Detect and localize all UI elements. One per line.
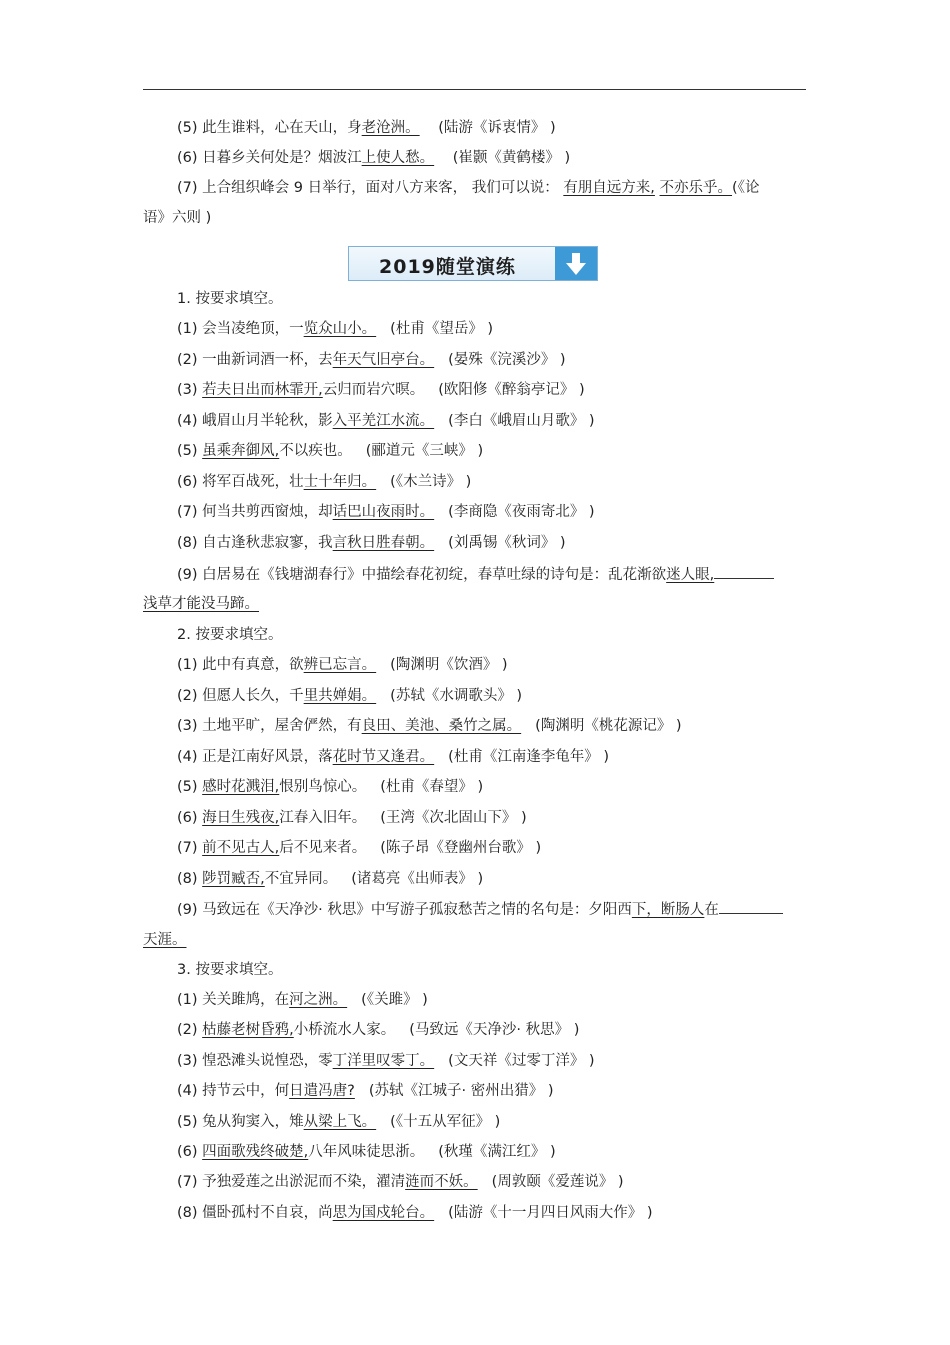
item-number: (6) [177, 474, 198, 490]
item-number: (1) [177, 321, 198, 337]
answer-text: 辨已忘言。 [303, 657, 377, 673]
item-number: (8) [177, 871, 198, 887]
item-source: (杜甫《江南逢李龟年》 ) [448, 749, 610, 765]
item-number: (2) [177, 1022, 198, 1038]
list-item [177, 1203, 653, 1223]
item-text: 在 [704, 902, 719, 918]
top-item-5 [177, 118, 556, 138]
answer-text: 下，断肠人 [631, 902, 705, 918]
item-number: (6) [177, 1144, 198, 1160]
item-source: (杜甫《春望》 ) [380, 779, 484, 795]
section-heading: 3. 按要求填空。 [177, 962, 283, 978]
answer-text: 有朋自远方来, [563, 180, 655, 196]
section-heading: 1. 按要求填空。 [177, 291, 283, 307]
item-text: 此中有真意，欲 [202, 657, 304, 673]
item-source: (陆游《十一月四日风雨大作》 ) [448, 1205, 653, 1221]
item-number: (5) [177, 120, 198, 136]
item-number: (8) [177, 1205, 198, 1221]
item-text: 土地平旷，屋舍俨然，有 [202, 718, 362, 734]
item-number: (2) [177, 352, 198, 368]
item-text: 关关雎鸠，在 [202, 992, 290, 1008]
list-item [177, 472, 471, 492]
down-arrow-icon [555, 247, 597, 280]
list-item [177, 1081, 554, 1101]
answer-text: 话巴山夜雨时。 [332, 504, 435, 520]
item-text: 兔从狗窦入，雉 [202, 1114, 304, 1130]
item-text: 予独爱莲之出淤泥而不染，濯清 [202, 1174, 406, 1190]
answer-text: 老沧洲。 [361, 120, 420, 136]
item-number: (1) [177, 657, 198, 673]
item-text: 后不见来者。 [279, 840, 367, 856]
item-9 [177, 899, 783, 920]
banner-title: 2019随堂演练 [379, 256, 516, 278]
item-source: (刘禹锡《秋词》 ) [448, 535, 566, 551]
answer-text: 陟罚臧否, [202, 871, 265, 887]
list-item [177, 808, 527, 828]
item-source: (杜甫《望岳》 ) [390, 321, 494, 337]
item-number: (1) [177, 992, 198, 1008]
section-banner [348, 246, 598, 281]
list-item [177, 380, 585, 400]
answer-blank [719, 899, 783, 914]
item-text: 恨别鸟惊心。 [279, 779, 367, 795]
item-text: 不以疾也。 [279, 443, 352, 459]
item-text: 但愿人长久，千 [202, 688, 304, 704]
answer-text: 若夫日出而林霏开, [202, 382, 323, 398]
list-item [177, 838, 541, 858]
list-item [177, 502, 595, 522]
item-text: 何当共剪西窗烛，却 [202, 504, 333, 520]
item-text: 将军百战死，壮 [202, 474, 304, 490]
top-item-7 [177, 178, 759, 198]
list-item [177, 869, 483, 889]
item-source: (崔颢《黄鹤楼》 ) [452, 150, 571, 166]
answer-text: 上使人愁。 [361, 150, 435, 166]
item-9-cont [143, 930, 187, 950]
item-number: (7) [177, 504, 198, 520]
list-item [177, 777, 483, 797]
item-text: 语》六则 ) [143, 210, 212, 226]
item-source: (晏殊《浣溪沙》 ) [448, 352, 566, 368]
answer-text: 思为国戍轮台。 [332, 1205, 435, 1221]
item-source: (王湾《次北固山下》 ) [380, 810, 527, 826]
header-rule [143, 89, 806, 90]
item-text: 正是江南好风景，落 [202, 749, 333, 765]
item-text: 自古逢秋悲寂寥，我 [202, 535, 333, 551]
answer-text: 从梁上飞。 [303, 1114, 377, 1130]
answer-text: 日遣冯唐? [289, 1083, 355, 1099]
list-item [177, 350, 566, 370]
item-text: (9) 白居易在《钱塘湖春行》中描绘春花初绽，春草吐绿的诗句是：乱花渐欲 [177, 567, 667, 583]
answer-text: 士十年归。 [303, 474, 377, 490]
item-text: 惶恐滩头说惶恐，零 [202, 1053, 333, 1069]
answer-text: 里共婵娟。 [303, 688, 377, 704]
item-number: (2) [177, 688, 198, 704]
item-9 [177, 564, 774, 585]
item-text: (7) 上合组织峰会 9 日举行，面对八方来客， 我们可以说： [177, 180, 559, 196]
item-source: (陶渊明《饮酒》 ) [390, 657, 508, 673]
answer-text: 入平羌江水流。 [332, 413, 435, 429]
item-source: (李白《峨眉山月歌》 ) [448, 413, 595, 429]
item-source: (陶渊明《桃花源记》 ) [535, 718, 682, 734]
answer-text: 河之洲。 [289, 992, 348, 1008]
answer-text: 枯藤老树昏鸦, [202, 1022, 294, 1038]
answer-text: 不亦乐乎。 [659, 180, 733, 196]
item-source: (郦道元《三峡》 ) [365, 443, 484, 459]
list-item [177, 686, 522, 706]
item-source: (秋瑾《满江红》 ) [438, 1144, 556, 1160]
item-text: 小桥流水人家。 [293, 1022, 396, 1038]
item-text: 八年风味徒思浙。 [308, 1144, 425, 1160]
item-source: (文天祥《过零丁洋》 ) [448, 1053, 595, 1069]
item-number: (6) [177, 810, 198, 826]
item-source: (苏轼《江城子· 密州出猎》 ) [368, 1083, 554, 1099]
list-item [177, 533, 566, 553]
list-item [177, 411, 595, 431]
item-source: (陆游《诉衷情》 ) [438, 120, 556, 136]
item-text: 一曲新词酒一杯，去 [202, 352, 333, 368]
item-source: (欧阳修《醉翁亭记》 ) [438, 382, 585, 398]
item-number: (5) [177, 1114, 198, 1130]
answer-text: 前不见古人, [202, 840, 280, 856]
item-9-cont [143, 594, 259, 614]
item-source: (《关雎》 ) [361, 992, 428, 1008]
item-number: (5) [177, 779, 198, 795]
item-number: (4) [177, 413, 198, 429]
top-item-7-cont [143, 208, 211, 228]
list-item [177, 1142, 556, 1162]
item-text: 僵卧孤村不自哀，尚 [202, 1205, 333, 1221]
answer-text: 良田、美池、桑竹之属。 [361, 718, 522, 734]
answer-text: 虽乘奔御风, [202, 443, 280, 459]
item-number: (3) [177, 1053, 198, 1069]
item-number: (4) [177, 749, 198, 765]
list-item [177, 1051, 595, 1071]
item-text: 会当凌绝顶，一 [202, 321, 304, 337]
section-heading: 2. 按要求填空。 [177, 627, 283, 643]
answer-text: 感时花溅泪, [202, 779, 280, 795]
answer-text: 四面歌残终破楚, [202, 1144, 309, 1160]
list-item [177, 1020, 579, 1040]
item-number: (7) [177, 1174, 198, 1190]
item-number: (6) [177, 150, 198, 166]
item-text: 持节云中，何 [202, 1083, 290, 1099]
item-source: (周敦颐《爱莲说》 ) [491, 1174, 624, 1190]
item-text: 不宜异同。 [264, 871, 338, 887]
list-item [177, 655, 508, 675]
answer-text: 海日生残夜, [202, 810, 280, 826]
answer-text: 迷人眼, [666, 567, 715, 583]
top-item-6 [177, 148, 570, 168]
item-text: 峨眉山月半轮秋，影 [202, 413, 333, 429]
list-item [177, 990, 428, 1010]
item-number: (3) [177, 382, 198, 398]
list-item [177, 319, 493, 339]
list-item [177, 1172, 624, 1192]
answer-text: 丁洋里叹零丁。 [332, 1053, 435, 1069]
item-source: (李商隐《夜雨寄北》 ) [448, 504, 595, 520]
item-number: (8) [177, 535, 198, 551]
list-item [177, 441, 483, 461]
answer-text: 言秋日胜春朝。 [332, 535, 435, 551]
answer-text: 览众山小。 [303, 321, 377, 337]
item-number: (7) [177, 840, 198, 856]
item-number: (4) [177, 1083, 198, 1099]
answer-text: 涟而不妖。 [405, 1174, 478, 1190]
answer-text: 天涯。 [143, 932, 187, 948]
list-item [177, 747, 609, 767]
item-source: (诸葛亮《出师表》 ) [351, 871, 484, 887]
item-text: (《论 [732, 180, 760, 196]
answer-text: 浅草才能没马蹄。 [143, 596, 259, 612]
answer-text: 花时节又逢君。 [332, 749, 435, 765]
item-source: (苏轼《水调歌头》 ) [390, 688, 523, 704]
item-text: 云归而岩穴暝。 [322, 382, 425, 398]
answer-text: 年天气旧亭台。 [332, 352, 435, 368]
item-source: (《十五从军征》 ) [390, 1114, 501, 1130]
item-text: 日暮乡关何处是？烟波江 [202, 150, 362, 166]
item-source: (《木兰诗》 ) [390, 474, 472, 490]
item-text: 江春入旧年。 [279, 810, 367, 826]
item-text: 此生谁料，心在天山，身 [202, 120, 362, 136]
item-text: (9) 马致远在《天净沙· 秋思》中写游子孤寂愁苦之情的名句是：夕阳西 [177, 902, 632, 918]
item-source: (陈子昂《登幽州台歌》 ) [380, 840, 542, 856]
list-item [177, 1112, 500, 1132]
list-item [177, 716, 682, 736]
answer-blank [714, 564, 774, 579]
item-source: (马致远《天净沙· 秋思》 ) [409, 1022, 580, 1038]
item-number: (3) [177, 718, 198, 734]
item-number: (5) [177, 443, 198, 459]
